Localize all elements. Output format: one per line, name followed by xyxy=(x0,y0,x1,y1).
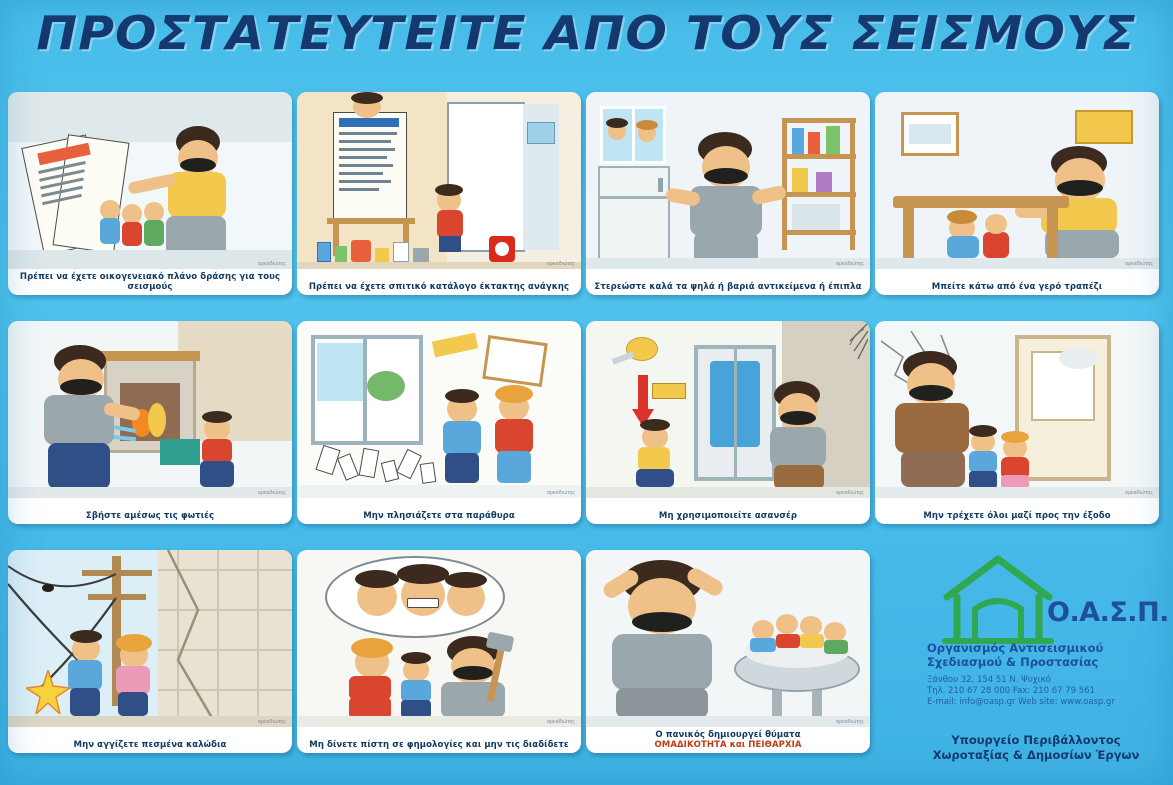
panel-family-plan[interactable] xyxy=(8,92,292,295)
panel-away-from-windows-artwork xyxy=(297,321,581,498)
panel-under-table-artwork xyxy=(875,92,1159,269)
panel-caption: Πρέπει να έχετε σπιτικό κατάλογο έκτακτης ανάγκης xyxy=(308,282,570,292)
logo-name-line1: Οργανισμός Αντισεισμικού xyxy=(927,641,1104,655)
oasp-logo-block xyxy=(905,545,1169,765)
panel-caption: Σβήστε αμέσως τις φωτιές xyxy=(85,511,215,521)
artist-signature: αρκαδιώτης xyxy=(258,261,286,267)
panel-emergency-kit-artwork xyxy=(297,92,581,269)
artist-signature: αρκαδιώτης xyxy=(836,490,864,496)
panel-secure-furniture-artwork xyxy=(586,92,870,269)
house-icon xyxy=(939,553,1057,645)
panel-no-elevator-artwork xyxy=(586,321,870,498)
artist-signature: αρκαδιώτης xyxy=(258,490,286,496)
logo-address: Ξάνθου 32, 154 51 Ν. Ψυχικό xyxy=(927,675,1051,685)
panel-no-power-lines-artwork xyxy=(8,550,292,727)
panel-caption: Μη δίνετε πίστη σε φημολογίες και μην τις διαδίδετε xyxy=(309,740,569,750)
panel-away-from-windows[interactable] xyxy=(297,321,581,524)
panel-caption: Μπείτε κάτω από ένα γερό τραπέζι xyxy=(931,282,1103,292)
panel-no-matches[interactable] xyxy=(297,550,581,753)
panel-caption-line1: Ο πανικός δημιουργεί θύματα xyxy=(655,730,801,740)
crack-icon xyxy=(820,323,868,369)
artist-signature: αρκαδιώτης xyxy=(547,719,575,725)
artist-signature: αρκαδιώτης xyxy=(836,261,864,267)
panel-caption: Μην αγγίζετε πεσμένα καλώδια xyxy=(73,740,227,750)
panel-caption: Μην πλησιάζετε στα παράθυρα xyxy=(363,511,515,521)
panel-no-power-lines[interactable] xyxy=(8,550,292,753)
spark-icon xyxy=(26,670,70,714)
ministry-line2: Χωροταξίας & Δημοσίων Έργων xyxy=(932,748,1140,762)
panel-emergency-kit[interactable] xyxy=(297,92,581,295)
logo-contact-info xyxy=(927,675,1163,708)
panel-panic[interactable] xyxy=(586,550,870,753)
artist-signature: αρκαδιώτης xyxy=(547,490,575,496)
logo-phones: Τηλ. 210 67 28 000 Fax: 210 67 79 561 xyxy=(927,686,1095,696)
panel-no-rush-exit[interactable] xyxy=(875,321,1159,524)
panel-caption: Μη χρησιμοποιείτε ασανσέρ xyxy=(658,511,798,521)
panel-caption-line2: ΟΜΑΔΙΚΟΤΗΤΑ και ΠΕΙΘΑΡΧΙΑ xyxy=(654,740,802,750)
panel-caption: Στερεώστε καλά τα ψηλά ή βαριά αντικείμενα ή έπιπλα xyxy=(594,282,862,292)
artist-signature: αρκαδιώτης xyxy=(1125,261,1153,267)
logo-name-line2: Σχεδιασμού & Προστασίας xyxy=(927,655,1099,669)
logo-email-web[interactable]: E-mail: info@oasp.gr Web site: www.oasp.gr xyxy=(927,697,1115,707)
panel-caption: Πρέπει να έχετε οικογενειακό πλάνο δράσης για τους σεισμούς xyxy=(19,272,281,292)
panel-no-rush-exit-artwork xyxy=(875,321,1159,498)
page-title: ΠΡΟΣΤΑΤΕΥΤΕΙΤΕ ΑΠΟ ΤΟΥΣ ΣΕΙΣΜΟΥΣ xyxy=(36,6,1137,60)
ministry-credit xyxy=(905,733,1167,763)
panel-no-matches-artwork xyxy=(297,550,581,727)
artist-signature: αρκαδιώτης xyxy=(836,719,864,725)
panel-caption xyxy=(590,730,866,750)
panel-caption: Μην τρέχετε όλοι μαζί προς την έξοδο xyxy=(923,511,1111,521)
artist-signature: αρκαδιώτης xyxy=(1125,490,1153,496)
panel-secure-furniture[interactable] xyxy=(586,92,870,295)
panel-no-elevator[interactable] xyxy=(586,321,870,524)
panel-panic-artwork xyxy=(586,550,870,727)
panel-extinguish-fire[interactable] xyxy=(8,321,292,524)
panel-family-plan-artwork xyxy=(8,92,292,269)
logo-acronym: Ο.Α.Σ.Π. xyxy=(1047,597,1169,628)
ministry-line1: Υπουργείο Περιβάλλοντος xyxy=(951,733,1121,747)
artist-signature: αρκαδιώτης xyxy=(547,261,575,267)
panel-extinguish-fire-artwork xyxy=(8,321,292,498)
logo-organization-name xyxy=(927,641,1163,669)
artist-signature: αρκαδιώτης xyxy=(258,719,286,725)
panel-under-table[interactable] xyxy=(875,92,1159,295)
